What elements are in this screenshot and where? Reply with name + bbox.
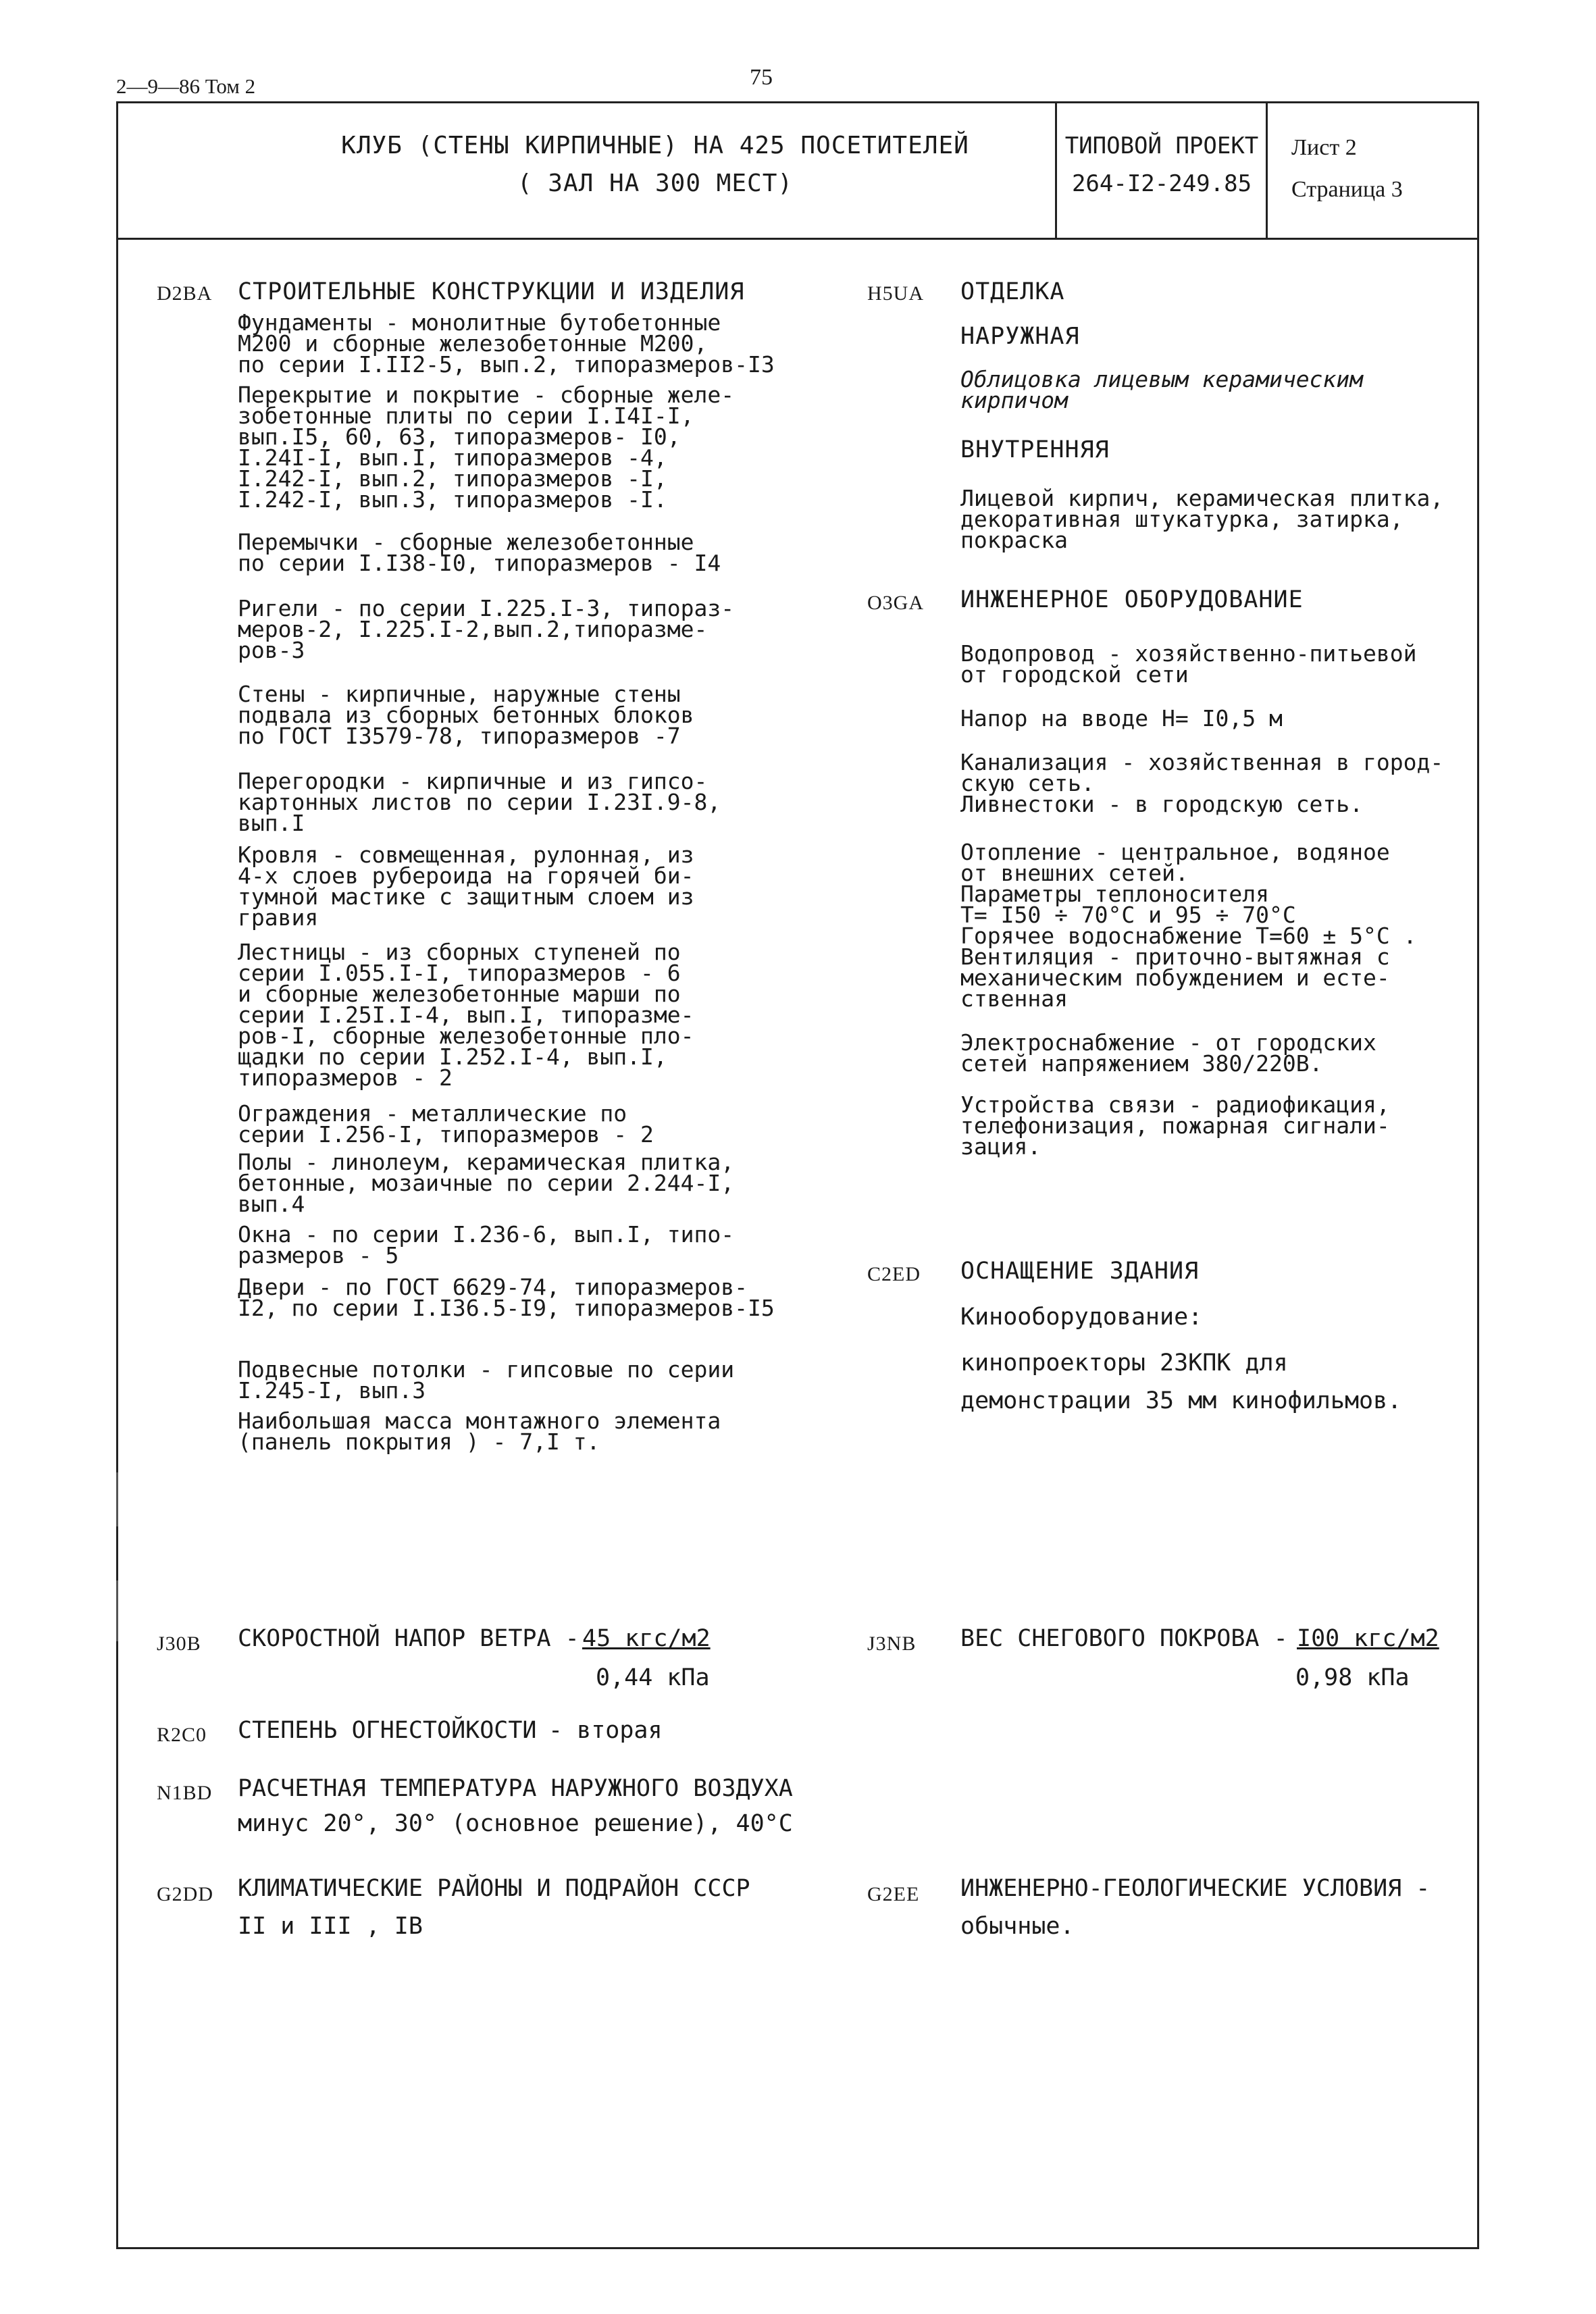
snow-label: ВЕС СНЕГОВОГО ПОКРОВА - [960,1625,1288,1652]
climate-value: II и III , IВ [238,1913,423,1940]
page-label: Страница 3 [1291,177,1403,202]
engineering-list [960,640,1474,1177]
construction-line: тумной мастике с защитным слоем из [238,883,694,910]
construction-item [238,1408,846,1455]
outer-finish-line: кирпичом [960,387,1068,413]
wind-value-kgs: 45 кгс/м2 [582,1625,711,1652]
engineering-line: ственная [960,985,1068,1012]
construction-line: Перекрытие и покрытие - сборные желе- [238,382,735,408]
construction-line: I.242-I, вып.3, типоразмеров -I. [238,486,667,513]
header-divider-1 [1055,101,1057,240]
engineering-item [960,749,1474,817]
header-divider [116,238,1479,240]
engineering-line: Ливнестоки - в городскую сеть. [960,791,1364,817]
construction-line: гравия [238,904,319,931]
construction-title: СТРОИТЕЛЬНЫЕ КОНСТРУКЦИИ И ИЗДЕЛИЯ [238,278,745,305]
title-line-1: КЛУБ (СТЕНЫ КИРПИЧНЫЕ) НА 425 ПОСЕТИТЕЛЕЙ [341,132,969,159]
construction-line: щадки по серии I.252.I-4, вып.I, [238,1044,667,1070]
code-g2ee: G2EE [867,1883,920,1905]
engineering-title: ИНЖЕНЕРНОЕ ОБОРУДОВАНИЕ [960,586,1304,613]
construction-item [238,939,846,1091]
code-r2c0: R2C0 [157,1724,207,1746]
engineering-item [960,1029,1474,1077]
engineering-line: Напор на вводе Н= I0,5 м [960,705,1283,731]
inner-finish-line: Лицевой кирпич, керамическая плитка, [960,485,1444,511]
construction-line: размеров - 5 [238,1242,399,1268]
engineering-item [960,839,1474,1012]
engineering-item [960,705,1474,731]
construction-line: Лестницы - из сборных ступеней по [238,939,681,965]
construction-item [238,529,846,576]
code-n1bd: N1BD [157,1782,213,1804]
construction-line: Кровля - совмещенная, рулонная, из [238,842,694,868]
construction-item [238,309,846,378]
construction-line: Ригели - по серии I.225.I-3, типораз- [238,595,735,621]
margin-mark [116,1472,118,1526]
construction-line: I2, по серии I.I36.5-I9, типоразмеров-I5 [238,1295,775,1321]
construction-item [238,1274,846,1321]
temp-label: РАСЧЕТНАЯ ТЕМПЕРАТУРА НАРУЖНОГО ВОЗДУХА [238,1775,793,1802]
construction-line: ров-3 [238,637,305,663]
construction-item [238,1221,846,1268]
engineering-line: от внешних сетей. [960,860,1189,886]
construction-line: Полы - линолеум, керамическая плитка, [238,1149,735,1175]
code-d2ba: D2BA [157,282,213,305]
construction-line: по ГОСТ I3579-78, типоразмеров -7 [238,723,681,749]
construction-line: Перегородки - кирпичные и из гипсо- [238,768,708,794]
inner-finish-line: покраска [960,527,1068,553]
project-box [1060,127,1263,203]
sheet-label: Лист 2 [1291,135,1357,160]
code-o3ga: O3GA [867,592,924,614]
equipment-line-2: демонстрации 35 мм кинофильмов. [960,1387,1402,1414]
outer-finish-title: НАРУЖНАЯ [960,323,1080,350]
climate-label: КЛИМАТИЧЕСКИЕ РАЙОНЫ И ПОДРАЙОН СССР [238,1875,750,1902]
construction-line: М200 и сборные железобетонные М200, [238,330,708,357]
document-title [284,127,1027,203]
sheet-box [1291,127,1467,211]
engineering-line: зация. [960,1133,1041,1160]
engineering-item [960,1091,1474,1160]
page-number: 75 [750,65,773,90]
construction-line: (панель покрытия ) - 7,I т. [238,1429,600,1455]
inner-finish-text [960,485,1474,553]
header-divider-2 [1266,101,1268,240]
construction-list [238,309,846,1462]
engineering-line: Отопление - центральное, водяное [960,839,1390,865]
outer-finish-line: Облицовка лицевым керамическим [960,366,1364,392]
inner-finish-title: ВНУТРЕННЯЯ [960,436,1110,463]
engineering-line: скую сеть. [960,770,1095,796]
volume-label: 2—9—86 Том 2 [116,74,256,98]
construction-line: Двери - по ГОСТ 6629-74, типоразмеров- [238,1274,748,1300]
engineering-item [960,640,1474,688]
geology-value: обычные. [960,1913,1075,1940]
construction-line: серии I.256-I, типоразмеров - 2 [238,1121,654,1148]
code-c2ed: C2ED [867,1263,921,1285]
geology-label: ИНЖЕНЕРНО-ГЕОЛОГИЧЕСКИЕ УСЛОВИЯ - [960,1875,1431,1902]
construction-line: вып.I [238,810,305,836]
engineering-line: сетей напряжением 380/220В. [960,1050,1323,1077]
construction-line: 4-х слоев рубероида на горячей би- [238,863,694,889]
construction-item [238,768,846,836]
construction-line: ров-I, сборные железобетонные пло- [238,1023,694,1049]
fire-value: - вторая [548,1717,663,1744]
inner-finish-line: декоративная штукатурка, затирка, [960,506,1404,532]
finish-title: ОТДЕЛКА [960,278,1065,305]
engineering-line: Вентиляция - приточно-вытяжная с [960,944,1390,970]
construction-line: подвала из сборных бетонных блоков [238,702,694,728]
construction-item [238,681,846,749]
engineering-line: телефонизация, пожарная сигнали- [960,1112,1390,1139]
construction-line: Окна - по серии I.236-6, вып.I, типо- [238,1221,735,1248]
inner-finish-item [960,485,1474,553]
project-number: 264-I2-249.85 [1071,170,1252,197]
construction-line: вып.4 [238,1191,305,1217]
construction-item [238,842,846,931]
construction-line: Фундаменты - монолитные бутобетонные [238,309,721,336]
construction-line: Ограждения - металлические по [238,1100,627,1127]
engineering-line: механическим побуждением и есте- [960,965,1390,991]
outer-finish-item [960,366,1474,413]
construction-item [238,1356,846,1404]
construction-line: Наибольшая масса монтажного элемента [238,1408,721,1434]
code-j30b: J30B [157,1632,201,1655]
engineering-line: Канализация - хозяйственная в город- [960,749,1444,775]
margin-mark [116,1580,118,1641]
construction-line: по серии I.II2-5, вып.2, типоразмеров-I3 [238,351,775,378]
engineering-line: от городской сети [960,661,1189,688]
engineering-line: Горячее водоснабжение Т=60 ± 5°С . [960,923,1417,949]
construction-line: меров-2, I.225.I-2,вып.2,типоразме- [238,616,708,642]
engineering-line: Электроснабжение - от городских [960,1029,1376,1056]
snow-value-kgs: I00 кгс/м2 [1297,1625,1439,1652]
construction-item [238,595,846,663]
outer-finish-text [960,366,1474,413]
code-g2dd: G2DD [157,1883,213,1905]
engineering-line: Т= I50 ÷ 70°С и 95 ÷ 70°С [960,902,1296,928]
engineering-line: Устройства связи - радиофикация, [960,1091,1390,1118]
construction-line: зобетонные плиты по серии I.I4I-I, [238,403,694,429]
construction-line: типоразмеров - 2 [238,1064,453,1091]
construction-line: картонных листов по серии I.23I.9-8, [238,789,721,815]
construction-line: по серии I.I38-I0, типоразмеров - I4 [238,550,721,576]
construction-item [238,1100,846,1148]
wind-label: СКОРОСТНОЙ НАПОР ВЕТРА - [238,1625,580,1652]
construction-line: серии I.055.I-I, типоразмеров - 6 [238,960,681,986]
engineering-line: Водопровод - хозяйственно-питьевой [960,640,1417,667]
construction-item [238,382,846,513]
construction-line: серии I.25I.I-4, вып.I, типоразме- [238,1002,694,1028]
engineering-line: Параметры теплоносителя [960,881,1269,907]
construction-line: I.242-I, вып.2, типоразмеров -I, [238,465,667,492]
project-label: ТИПОВОЙ ПРОЕКТ [1064,132,1259,159]
fire-label: СТЕПЕНЬ ОГНЕСТОЙКОСТИ [238,1717,537,1744]
equipment-title: ОСНАЩЕНИЕ ЗДАНИЯ [960,1258,1200,1285]
equipment-subtitle: Кинооборудование: [960,1304,1203,1331]
code-j3nb: J3NB [867,1632,917,1655]
wind-value-kpa: 0,44 кПа [596,1664,710,1691]
temp-value: минус 20°, 30° (основное решение), 40°С [238,1810,793,1837]
snow-value-kpa: 0,98 кПа [1295,1664,1410,1691]
title-line-2: ( ЗАЛ НА 300 МЕСТ) [517,170,794,197]
construction-line: и сборные железобетонные марши по [238,981,681,1007]
construction-item [238,1149,846,1217]
equipment-line-1: кинопроекторы 23КПК для [960,1349,1288,1377]
construction-line: I.24I-I, вып.I, типоразмеров -4, [238,444,667,471]
construction-line: Подвесные потолки - гипсовые по серии [238,1356,735,1383]
construction-line: I.245-I, вып.3 [238,1377,426,1404]
code-h5ua: H5UA [867,282,924,305]
construction-line: вып.I5, 60, 63, типоразмеров- I0, [238,423,681,450]
construction-line: Стены - кирпичные, наружные стены [238,681,681,707]
construction-line: Перемычки - сборные железобетонные [238,529,694,555]
construction-line: бетонные, мозаичные по серии 2.244-I, [238,1170,735,1196]
